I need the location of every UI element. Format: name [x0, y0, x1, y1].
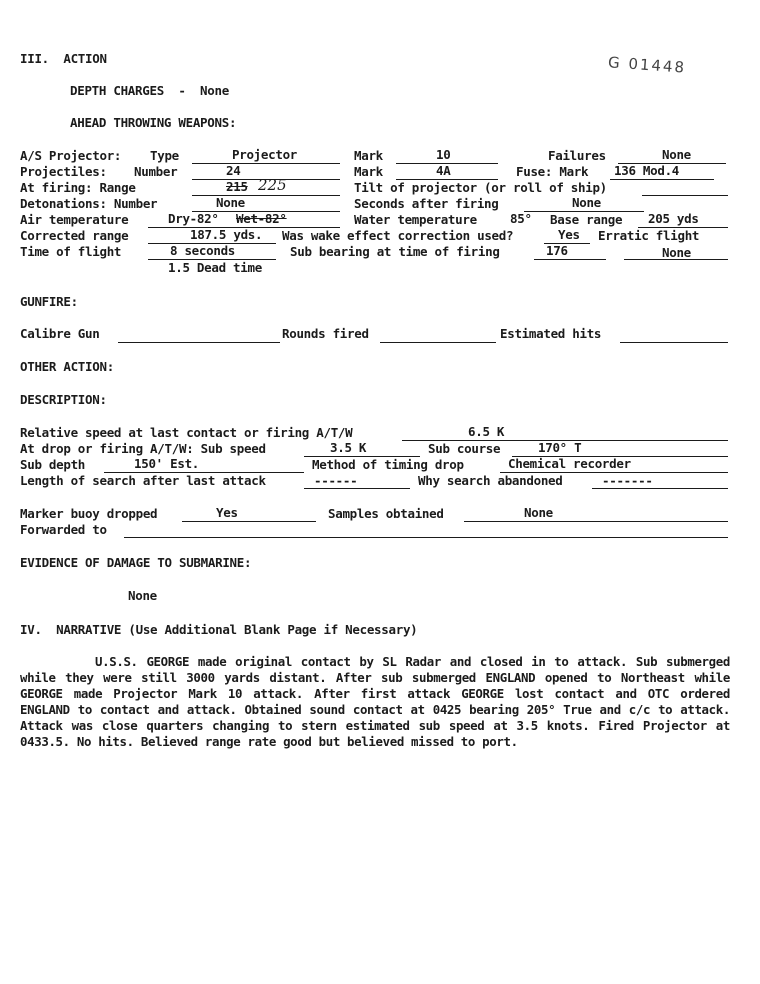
- time-of-flight-label: Time of flight: [20, 244, 122, 259]
- narrative-body: [20, 654, 730, 750]
- relative-speed-label: Relative speed at last contact or firing A/T/W: [20, 425, 353, 440]
- search-length-value: ------: [314, 473, 358, 488]
- seconds-after-value: None: [572, 195, 601, 210]
- marker-buoy-line: [182, 521, 316, 522]
- base-range-value: 205 yds: [648, 211, 699, 226]
- other-action-heading: OTHER ACTION:: [20, 359, 114, 374]
- search-abandoned-label: Why search abandoned: [418, 473, 563, 488]
- marker-buoy-label: Marker buoy dropped: [20, 506, 158, 521]
- wake-correction-label: Was wake effect correction used?: [282, 228, 514, 243]
- sub-depth-value: 150' Est.: [134, 456, 200, 471]
- at-drop-label: At drop or firing A/T/W: Sub speed: [20, 441, 266, 456]
- narrative-text: U.S.S. GEORGE made original contact by SL Radar and closed in to attack. Sub submerged while they were still 3000 yards distant. After sub submerged ENGLAND opened to Northeast while GEORGE made Projector Mark 10 attack. After first attack GEORGE lost contact and OTC ordered ENGLAND to contact and attack. Obtained sound contact at 0425 bearing 205° True and c/c to attack. Attack was close quarters changing to stern estimated sub speed at 3.5 knots. Fired Projector at 0433.5. No hits. Believed range rate good but believed missed to port.: [20, 654, 730, 749]
- projectiles-number-label: Number: [134, 164, 178, 179]
- detonations-label: Detonations: Number: [20, 196, 158, 211]
- firing-range-handwritten: 225: [258, 176, 287, 194]
- sub-bearing-label: Sub bearing at time of firing: [290, 244, 500, 259]
- forwarded-line: [124, 537, 728, 538]
- wake-correction-value: Yes: [558, 227, 580, 242]
- estimated-hits-label: Estimated hits: [500, 326, 602, 341]
- projectiles-mark-value: 4A: [436, 163, 451, 178]
- water-temp-label: Water temperature: [354, 212, 477, 227]
- description-heading: DESCRIPTION:: [20, 392, 107, 407]
- sub-course-label: Sub course: [428, 441, 501, 456]
- fuse-value: 136 Mod.4: [614, 163, 680, 178]
- projector-type-line: [192, 163, 340, 164]
- detonations-number-value: None: [216, 195, 245, 210]
- projector-mark-label: Mark: [354, 148, 383, 163]
- firing-range-label: At firing: Range: [20, 180, 136, 195]
- sub-depth-label: Sub depth: [20, 457, 86, 472]
- air-temp-label: Air temperature: [20, 212, 129, 227]
- erratic-flight-value: None: [662, 245, 691, 260]
- calibre-gun-label: Calibre Gun: [20, 326, 100, 341]
- seconds-after-label: Seconds after firing: [354, 196, 499, 211]
- search-length-label: Length of search after last attack: [20, 473, 266, 488]
- erratic-flight-line: [624, 259, 728, 260]
- forwarded-label: Forwarded to: [20, 522, 107, 537]
- dead-time-value: 1.5 Dead time: [168, 260, 262, 275]
- rounds-fired-label: Rounds fired: [282, 326, 369, 341]
- tilt-line: [642, 195, 728, 196]
- projector-type-label: Type: [150, 148, 179, 163]
- firing-range-struck: 215: [226, 179, 248, 194]
- tilt-label: Tilt of projector (or roll of ship): [354, 180, 607, 195]
- timing-method-label: Method of timing drop: [312, 457, 464, 472]
- corrected-range-value: 187.5 yds.: [190, 227, 263, 242]
- fuse-label: Fuse: Mark: [516, 164, 589, 179]
- search-length-line: [304, 488, 410, 489]
- sub-bearing-value: 176: [546, 243, 568, 258]
- projector-mark-value: 10: [436, 147, 451, 162]
- sub-bearing-line: [534, 259, 606, 260]
- evidence-value: None: [128, 588, 157, 603]
- samples-line: [464, 521, 728, 522]
- gunfire-heading: GUNFIRE:: [20, 294, 78, 309]
- projector-label: A/S Projector:: [20, 148, 122, 163]
- erratic-flight-label: Erratic flight: [598, 228, 700, 243]
- samples-value: None: [524, 505, 553, 520]
- section-iii-heading: III. ACTION: [20, 51, 107, 66]
- document-number-stamp: G 01448: [607, 53, 687, 77]
- sub-speed-value: 3.5 K: [330, 440, 367, 455]
- relative-speed-value: 6.5 K: [468, 424, 505, 439]
- projectiles-number-value: 24: [226, 163, 241, 178]
- failures-value: None: [662, 147, 691, 162]
- sub-course-value: 170° T: [538, 440, 582, 455]
- samples-label: Samples obtained: [328, 506, 444, 521]
- calibre-gun-line: [118, 342, 280, 343]
- projectiles-label: Projectiles:: [20, 164, 107, 179]
- air-temp-dry: Dry-82°: [168, 211, 219, 226]
- depth-charges-line: DEPTH CHARGES - None: [70, 83, 229, 98]
- ahead-throwing-heading: AHEAD THROWING WEAPONS:: [70, 115, 237, 130]
- projectiles-mark-label: Mark: [354, 164, 383, 179]
- projector-type-value: Projector: [232, 147, 298, 162]
- failures-label: Failures: [548, 148, 606, 163]
- fuse-line: [610, 179, 714, 180]
- evidence-heading: EVIDENCE OF DAMAGE TO SUBMARINE:: [20, 555, 252, 570]
- air-temp-wet: Wet-82°: [236, 211, 287, 226]
- search-abandoned-line: [592, 488, 728, 489]
- corrected-range-label: Corrected range: [20, 228, 129, 243]
- rounds-fired-line: [380, 342, 496, 343]
- base-range-label: Base range: [550, 212, 623, 227]
- water-temp-value: 85°: [510, 211, 532, 226]
- marker-buoy-value: Yes: [216, 505, 238, 520]
- section-iv-heading: IV. NARRATIVE (Use Additional Blank Page if Necessary): [20, 622, 418, 637]
- search-abandoned-value: -------: [602, 473, 653, 488]
- time-of-flight-value: 8 seconds: [170, 243, 236, 258]
- estimated-hits-line: [620, 342, 728, 343]
- timing-method-value: Chemical recorder: [508, 456, 631, 471]
- firing-range-line: [192, 195, 340, 196]
